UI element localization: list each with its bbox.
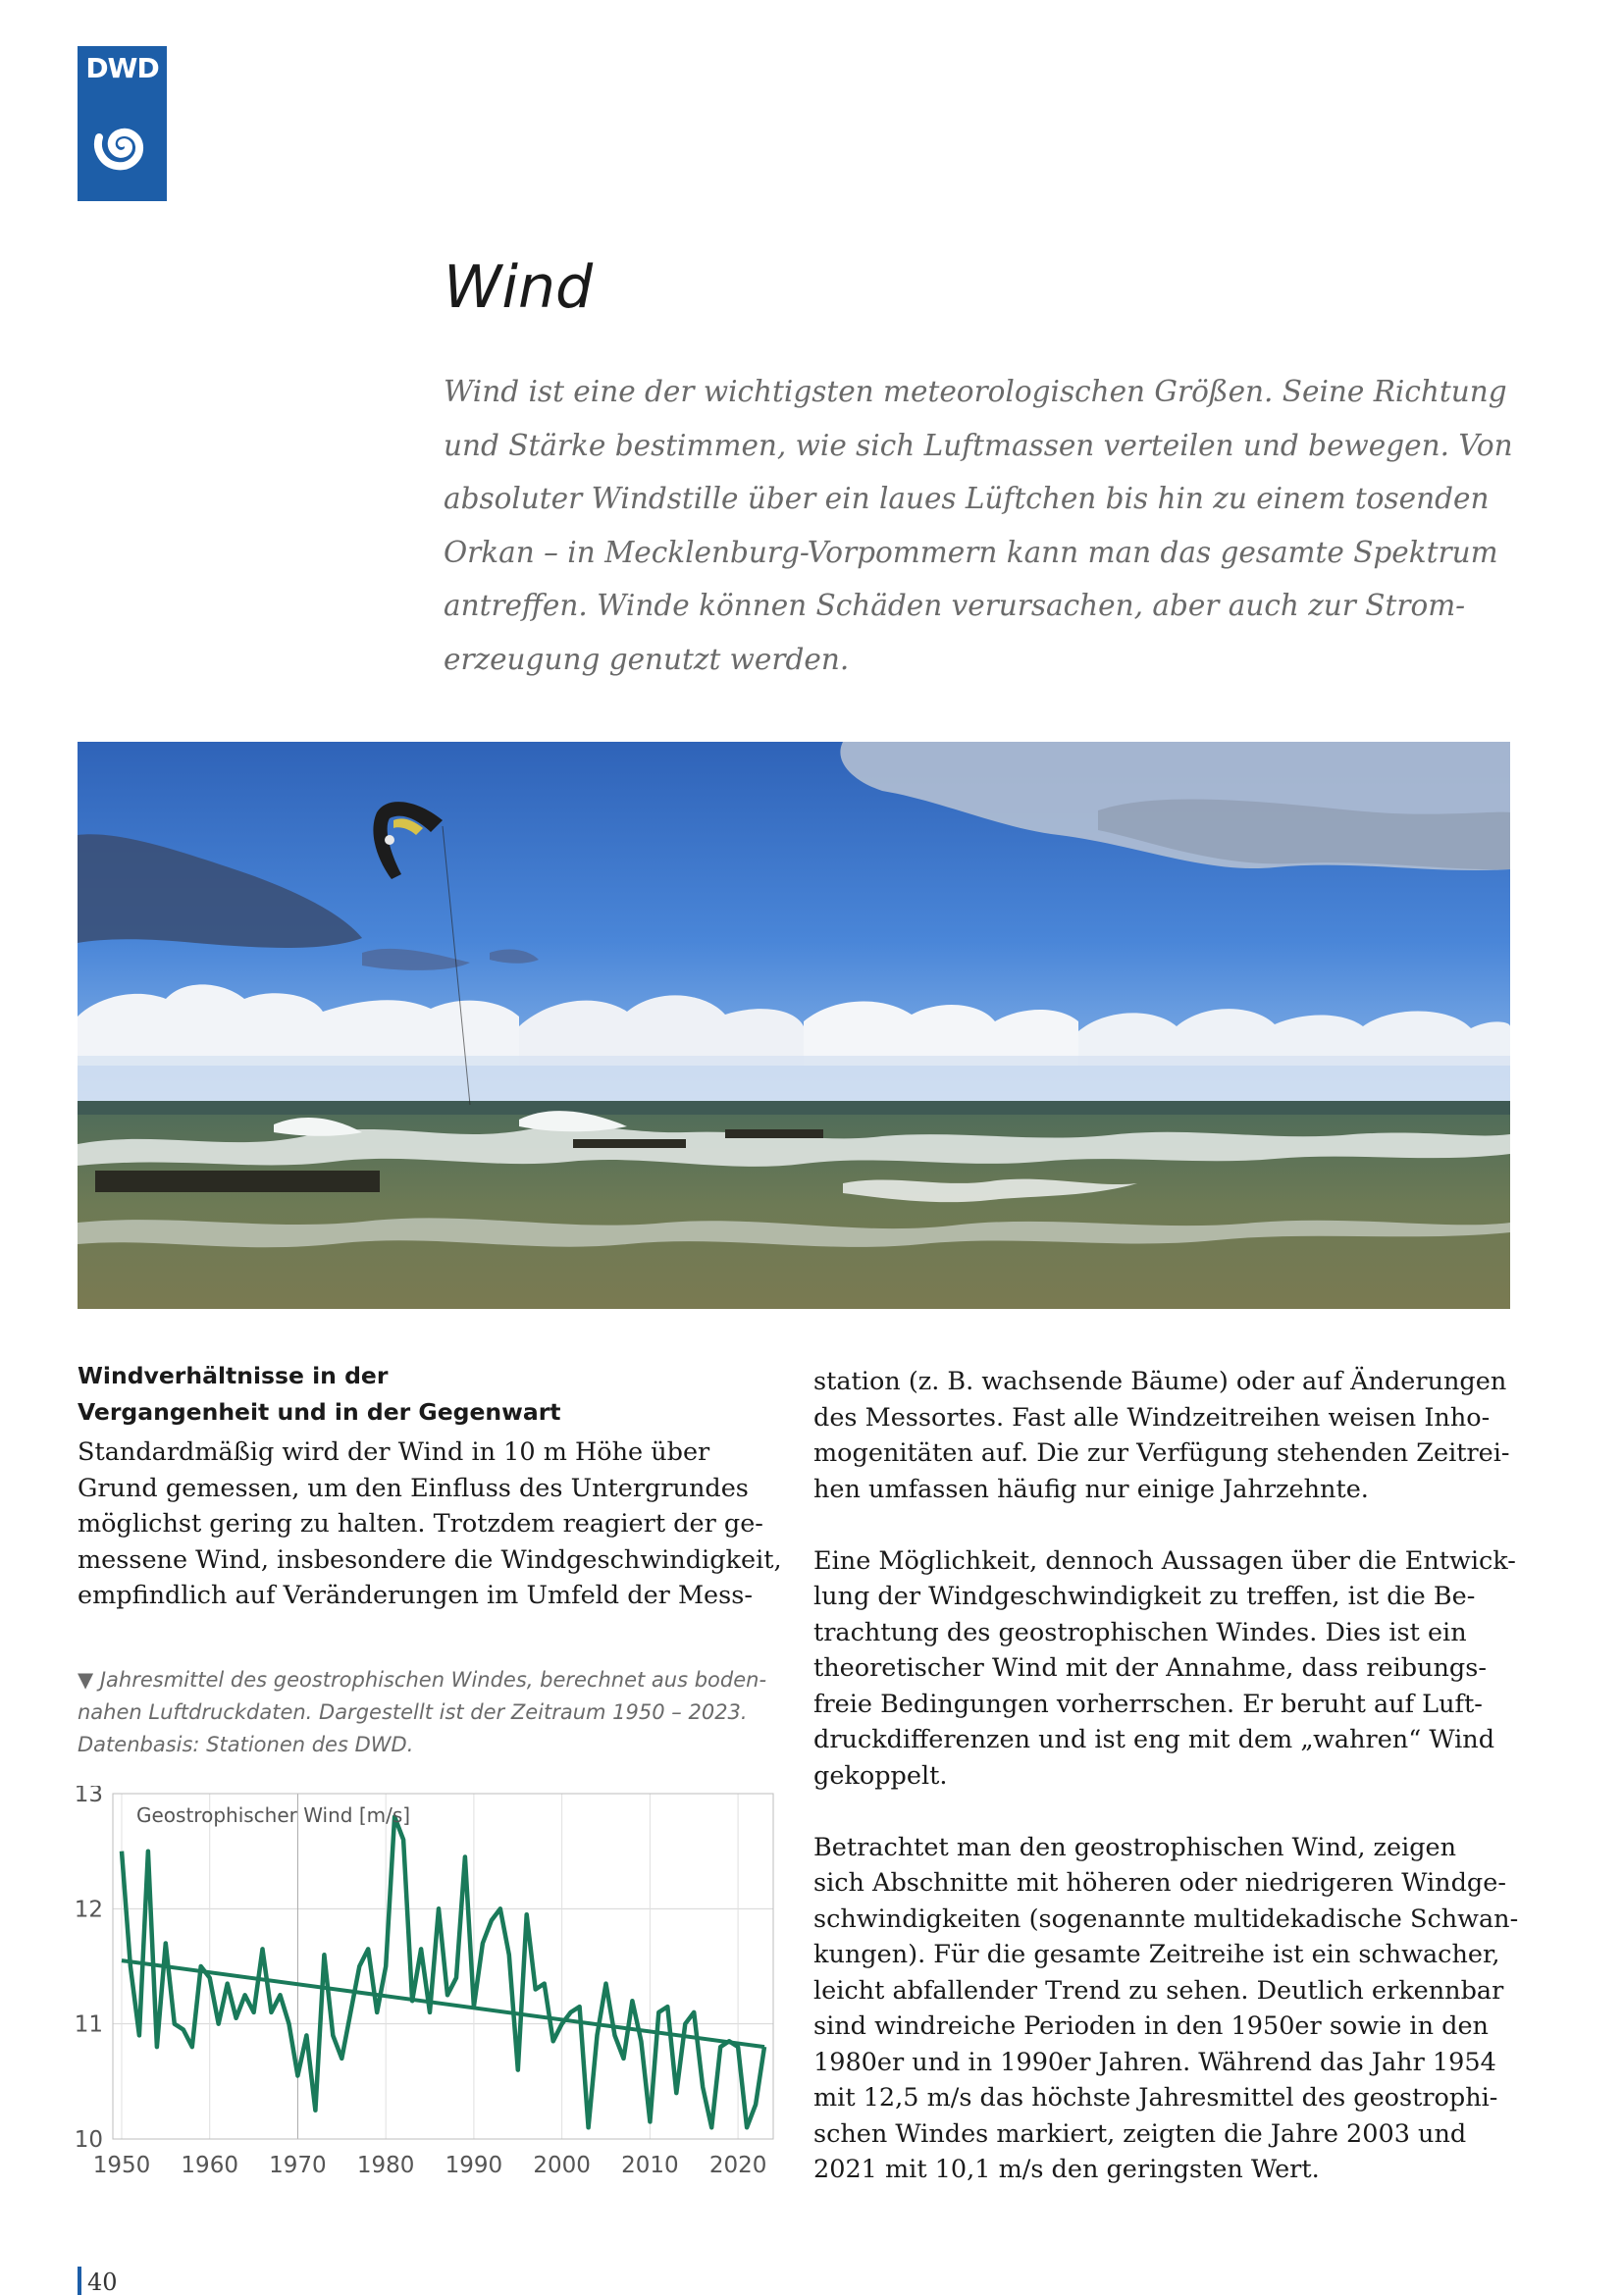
x-tick-label: 2000 <box>533 2153 591 2178</box>
intro-line: und Stärke bestimmen, wie sich Luftmassen verteilen und bewegen. Von <box>444 428 1513 462</box>
right-paragraph-2 <box>813 1543 1518 1795</box>
text-line: empfindlich auf Veränderungen im Umfeld der Mess- <box>78 1581 753 1610</box>
page-title: Wind <box>444 253 594 322</box>
text-line: lung der Windgeschwindigkeit zu treffen, ist die Be- <box>813 1582 1476 1611</box>
text-line: theoretischer Wind mit der Annahme, dass reibungs- <box>813 1653 1487 1683</box>
heading-line: Windverhältnisse in der <box>78 1362 389 1389</box>
x-tick-label: 2020 <box>708 2153 767 2178</box>
text-line: 1980er und in 1990er Jahren. Während das Jahr 1954 <box>813 2047 1496 2077</box>
right-column <box>813 1364 1518 2188</box>
geostrophic-wind-chart <box>59 1786 785 2198</box>
x-tick-label: 2010 <box>621 2153 679 2178</box>
text-line: messene Wind, insbesondere die Windgeschwindigkeit, <box>78 1544 782 1575</box>
text-line: gekoppelt. <box>813 1760 948 1791</box>
left-paragraph <box>78 1435 782 1614</box>
text-line: station (z. B. wachsende Bäume) oder auf Änderungen <box>813 1367 1507 1396</box>
chart-title: Geostrophischer Wind [m/s] <box>136 1803 411 1827</box>
chart-series <box>122 1817 764 2128</box>
right-paragraph-3 <box>813 1830 1518 2188</box>
text-line: druckdifferenzen und ist eng mit dem „wahren“ Wind <box>813 1725 1495 1754</box>
text-line: Standardmäßig wird der Wind in 10 m Höhe über <box>78 1437 710 1467</box>
text-line: leicht abfallender Trend zu sehen. Deutlich erkennbar <box>813 1975 1504 2006</box>
x-tick-label: 1960 <box>181 2153 238 2178</box>
intro-line: Wind ist eine der wichtigsten meteorologischen Größen. Seine Richtung <box>444 375 1507 408</box>
logo-text: DWD <box>85 52 159 84</box>
x-tick-label: 1950 <box>92 2153 151 2178</box>
caption-line: nahen Luftdruckdaten. Dargestellt ist der Zeitraum 1950 – 2023. <box>78 1700 748 1724</box>
text-line: kungen). Für die gesamte Zeitreihe ist ein schwacher, <box>813 1940 1500 1969</box>
text-line: des Messortes. Fast alle Windzeitreihen weisen Inho- <box>813 1402 1491 1433</box>
intro-paragraph <box>444 365 1513 686</box>
text-line: hen umfassen häufig nur einige Jahrzehnte. <box>813 1474 1369 1504</box>
caption-line: Datenbasis: Stationen des DWD. <box>78 1733 414 1756</box>
x-tick-label: 1990 <box>445 2153 503 2178</box>
intro-line: erzeugung genutzt werden. <box>444 642 850 676</box>
text-line: Eine Möglichkeit, dennoch Aussagen über die Entwick- <box>813 1545 1516 1576</box>
intro-line: Orkan – in Mecklenburg-Vorpommern kann man das gesamte Spektrum <box>444 535 1498 569</box>
x-tick-label: 1980 <box>356 2153 415 2178</box>
sea-kitesurf-photo <box>78 742 1510 1309</box>
text-line: sind windreiche Perioden in den 1950er sowie in den <box>813 2011 1489 2041</box>
text-line: Grund gemessen, um den Einfluss des Untergrundes <box>78 1473 749 1503</box>
section-heading <box>78 1358 561 1431</box>
text-line: möglichst gering zu halten. Trotzdem reagiert der ge- <box>78 1509 763 1539</box>
caption-line: ▼ Jahresmittel des geostrophischen Windes, berechnet aus boden- <box>78 1668 767 1692</box>
y-tick-label: 12 <box>74 1897 103 1923</box>
chart-labels <box>75 1786 767 2178</box>
dwd-spiral-icon <box>85 107 159 181</box>
page-number: 40 <box>87 2269 118 2296</box>
page-number-rule <box>78 2267 81 2295</box>
text-line: 2021 mit 10,1 m/s den geringsten Wert. <box>813 2155 1320 2184</box>
text-line: mit 12,5 m/s das höchste Jahresmittel des geostrophi- <box>813 2083 1498 2113</box>
x-tick-label: 1970 <box>269 2153 327 2178</box>
y-tick-label: 11 <box>74 2011 103 2038</box>
y-tick-label: 13 <box>74 1786 103 1807</box>
text-line: schen Windes markiert, zeigten die Jahre 2003 und <box>813 2118 1467 2149</box>
dwd-logo <box>78 46 167 201</box>
text-line: Betrachtet man den geostrophischen Wind, zeigen <box>813 1832 1457 1862</box>
chart-caption <box>78 1664 766 1761</box>
text-line: mogenitäten auf. Die zur Verfügung stehenden Zeitrei- <box>813 1438 1510 1468</box>
heading-line: Vergangenheit und in der Gegenwart <box>78 1398 561 1426</box>
text-line: sich Abschnitte mit höheren oder niedrigeren Windge- <box>813 1868 1506 1898</box>
intro-line: antreffen. Winde können Schäden verursachen, aber auch zur Strom- <box>444 589 1466 622</box>
text-line: trachtung des geostrophischen Windes. Dies ist ein <box>813 1617 1467 1647</box>
intro-line: absoluter Windstille über ein laues Lüftchen bis hin zu einem tosenden <box>444 482 1490 515</box>
y-tick-label: 10 <box>74 2127 103 2153</box>
right-paragraph-1 <box>813 1364 1518 1507</box>
text-line: schwindigkeiten (sogenannte multidekadische Schwan- <box>813 1904 1519 1934</box>
text-line: freie Bedingungen vorherrschen. Er beruht auf Luft- <box>813 1689 1483 1719</box>
